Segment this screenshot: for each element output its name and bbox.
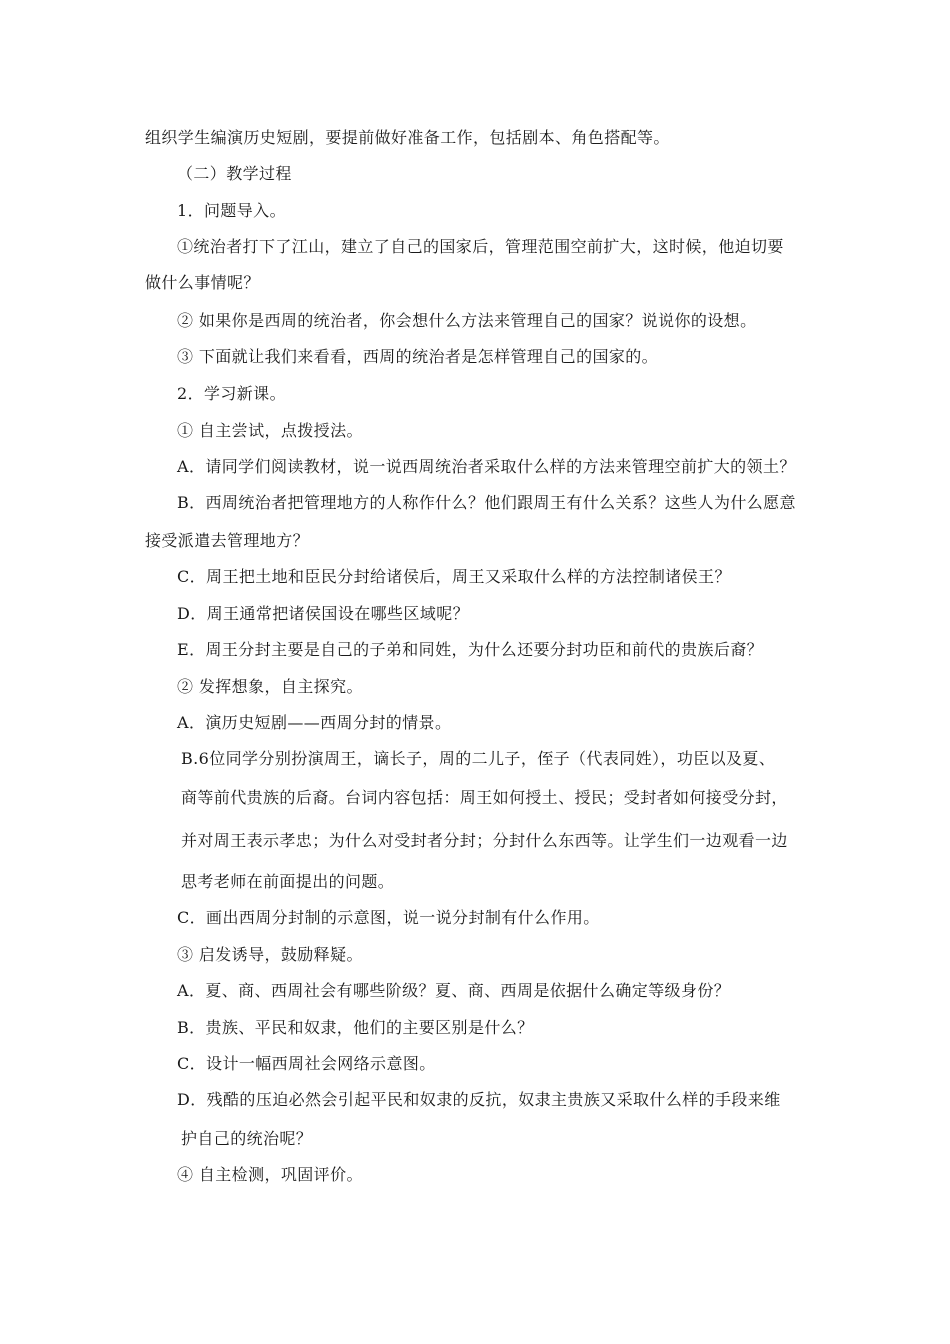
subsection-heading: 2．学习新课。 [177, 384, 286, 403]
paragraph-line: ③ 下面就让我们来看看，西周的统治者是怎样管理自己的国家的。 [177, 347, 659, 366]
paragraph-line: 做什么事情呢？ [145, 273, 260, 292]
paragraph-line: 并对周王表示孝忠；为什么对受封者分封；分封什么东西等。让学生们一边观看一边 [181, 831, 788, 850]
paragraph-line: 思考老师在前面提出的问题。 [181, 872, 395, 891]
paragraph-line: ③ 启发诱导，鼓励释疑。 [177, 945, 363, 964]
paragraph-line: C．设计一幅西周社会网络示意图。 [177, 1054, 436, 1073]
paragraph-line: ①统治者打下了江山，建立了自己的国家后，管理范围空前扩大，这时候，他迫切要 [177, 237, 784, 256]
paragraph-line: D．周王通常把诸侯国设在哪些区域呢？ [177, 604, 470, 623]
section-heading: （二）教学过程 [177, 164, 292, 183]
paragraph-line: 组织学生编演历史短剧，要提前做好准备工作，包括剧本、角色搭配等。 [145, 128, 670, 147]
paragraph-line: 商等前代贵族的后裔。台词内容包括：周王如何授土、授民；受封者如何接受分封， [181, 788, 788, 807]
paragraph-line: 护自己的统治呢？ [181, 1129, 313, 1148]
paragraph-line: C．周王把土地和臣民分封给诸侯后，周王又采取什么样的方法控制诸侯王？ [177, 567, 731, 586]
paragraph-line: ④ 自主检测，巩固评价。 [177, 1165, 363, 1184]
paragraph-line: E．周王分封主要是自己的子弟和同姓，为什么还要分封功臣和前代的贵族后裔？ [177, 640, 764, 659]
paragraph-line: A．演历史短剧——西周分封的情景。 [177, 713, 452, 732]
paragraph-line: ② 如果你是西周的统治者，你会想什么方法来管理自己的国家？说说你的设想。 [177, 311, 757, 330]
paragraph-line: C．画出西周分封制的示意图，说一说分封制有什么作用。 [177, 908, 600, 927]
paragraph-line: A．夏、商、西周社会有哪些阶级？夏、商、西周是依据什么确定等级身份？ [177, 981, 731, 1000]
paragraph-line: ① 自主尝试，点拨授法。 [177, 421, 363, 440]
paragraph-line: ② 发挥想象，自主探究。 [177, 677, 363, 696]
paragraph-line: B．西周统治者把管理地方的人称作什么？他们跟周王有什么关系？这些人为什么愿意 [177, 493, 796, 512]
paragraph-line: B.6位同学分别扮演周王，谪长子，周的二儿子，侄子（代表同姓），功臣以及夏、 [181, 749, 776, 768]
paragraph-line: 接受派遣去管理地方？ [145, 531, 310, 550]
paragraph-line: A．请同学们阅读教材，说一说西周统治者采取什么样的方法来管理空前扩大的领土？ [177, 457, 796, 476]
paragraph-line: D．残酷的压迫必然会引起平民和奴隶的反抗，奴隶主贵族又采取什么样的手段来维 [177, 1090, 781, 1109]
paragraph-line: B．贵族、平民和奴隶，他们的主要区别是什么？ [177, 1018, 534, 1037]
subsection-heading: 1．问题导入。 [177, 201, 286, 220]
